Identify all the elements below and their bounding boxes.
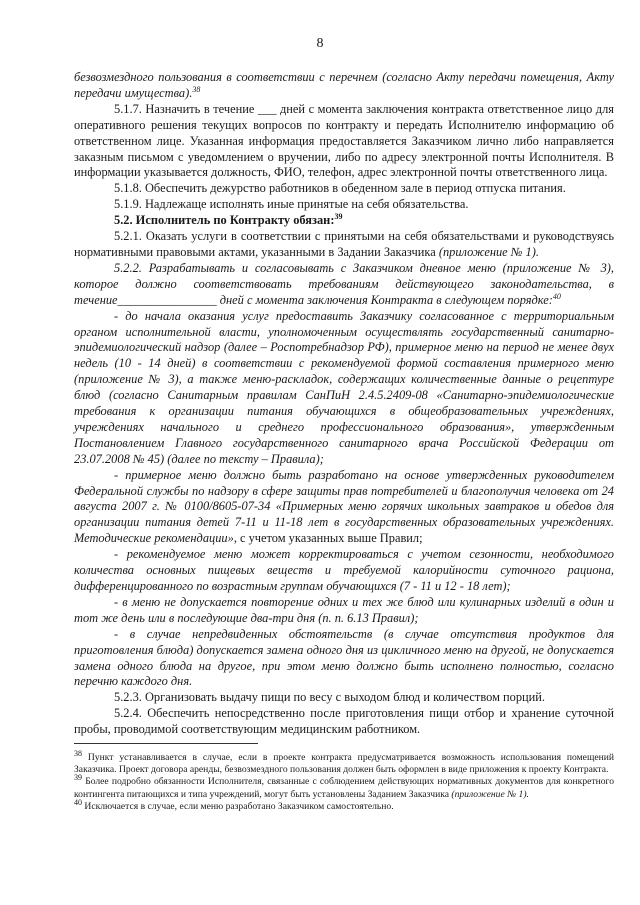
footnote-ref: 40 xyxy=(552,291,561,301)
section-heading-5-2: 5.2. Исполнитель по Контракту обязан:$^{39}$ xyxy=(114,212,343,228)
menu-rule-5: - в случае непредвиденных обстоятельств (в случае отсутствия продуктов для приготовления блюда) допускается замена одного дня из цикличного меню на другой, не допускается замена одного блюда на другое, при этом меню должно быть исполнено полностью, согласно перечню каждого дня. xyxy=(74,626,614,689)
footnote-ref: 39 xyxy=(334,212,343,222)
menu-rule-4: - в меню не допускается повторение одних и тех же блюд или кулинарных изделий в один и тот же день или в последующие два-три дня (п. п. 6.13 Правил); xyxy=(74,594,614,625)
continuation-text: безвозмездного пользования в соответствии с перечнем (согласно Акту передачи помещения, Акту передачи имущества).$^{38}$ xyxy=(74,70,614,100)
clause-5-1-8: 5.1.8. Обеспечить дежурство работников в обеденном зале в период отпуска питания. xyxy=(114,181,566,196)
footnote-separator xyxy=(74,743,258,744)
menu-rule-3: - рекомендуемое меню может корректироваться с учетом сезонности, необходимого количества основных пищевых веществ и требуемой калорийности суточного рациона, дифференцированного по возрастным группам обучающихся (7 - 11 и 12 - 18 лет); xyxy=(74,547,614,593)
page-number: 8 xyxy=(316,36,324,51)
document-body xyxy=(74,70,614,738)
clause-5-2-2: 5.2.2. Разрабатывать и согласовывать с Заказчиком дневное меню (приложение № 3), которое должно соответствовать требованиям действующего законодательства, в течение________________ дней с момента заключения Контракта в следующем порядке:$^{40}$ xyxy=(74,260,614,307)
clause-5-2-4: 5.2.4. Обеспечить непосредственно после приготовления пищи отбор и хранение суточной пробы, проводимой соответствующим медицинским работником. xyxy=(74,706,614,737)
footnote-ref: 38 xyxy=(192,84,201,94)
menu-rule-1: - до начала оказания услуг предоставить Заказчику согласованное с территориальным органом исполнительной власти, уполномоченным осуществлять государственный санитарно-эпидемиологический надзор (далее – Роспотребнадзор РФ), примерное меню на период не менее двух недель (10 - 14 дней) в соответствии с рекомендуемой формой составления примерного меню (приложение № 3), а также меню-раскладок, содержащих количественные данные о рецептуре блюд (согласно Санитарным правилам СанПиН 2.4.5.2409-08 «Санитарно-эпидемиологические требования к организации питания обучающихся в общеобразовательных учреждениях, учреждениях начального и среднего профессионального образования», утвержденным Постановлением Главного государственного санитарного врача Российской Федерации от 23.07.2008 № 45) (далее по тексту – Правила); xyxy=(74,308,614,466)
menu-rule-2: - примерное меню должно быть разработано на основе утвержденных руководителем Федеральной службы по надзору в сфере защиты прав потребителей и благополучия человека от 24 августа 2007 г. № 0100/8605-07-34 «Примерных меню горячих школьных завтраков и обедов для организации питания детей 7-11 и 11-18 лет в государственных образовательных учреждениях. Методические рекомендации», с учетом указанных выше Правил; xyxy=(74,467,614,546)
footnote-40: $^{40}$ Исключается в случае, если меню разработано Заказчиком самостоятельно. xyxy=(74,797,394,812)
footnotes xyxy=(74,748,615,813)
footnote-39: $^{39}$ Более подробно обязанности Исполнителя, связанные с соблюдением действующих нормативных документов для конкретного контингента питающихся и типа учреждений, могут быть установлены Заданием Заказчика (приложение № 1). xyxy=(74,773,615,800)
clause-5-2-3: 5.2.3. Организовать выдачу пищи по весу с выходом блюд и количеством порций. xyxy=(114,690,546,705)
footnote-38: $^{38}$ Пункт устанавливается в случае, если в проекте контракта предусматривается возможность использования помещений Заказчика. Проект договора аренды, безвозмездного пользования должен быть оформлен в виде приложения к проекту Контракта. xyxy=(74,748,614,776)
clause-5-1-7: 5.1.7. Назначить в течение ___ дней с момента заключения контракта ответственное лицо для оперативного решения текущих вопросов по контракту и передать Исполнителю информацию об ответственном лице. Указанная информация предоставляется Заказчиком лично либо направляется заказным письмом с уведомлением о вручении, либо по адресу электронной почты Исполнителя. В информации указывается должность, ФИО, телефон, адрес электронной почты ответственного лица. xyxy=(74,101,614,180)
clause-5-1-9: 5.1.9. Надлежаще исполнять иные принятые на себя обязательства. xyxy=(114,197,469,212)
clause-5-2-1: 5.2.1. Оказать услуги в соответствии с принятыми на себя обязательствами и руководствуясь нормативными правовыми актами, указанными в Задании Заказчика (приложение № 1). xyxy=(74,229,614,259)
